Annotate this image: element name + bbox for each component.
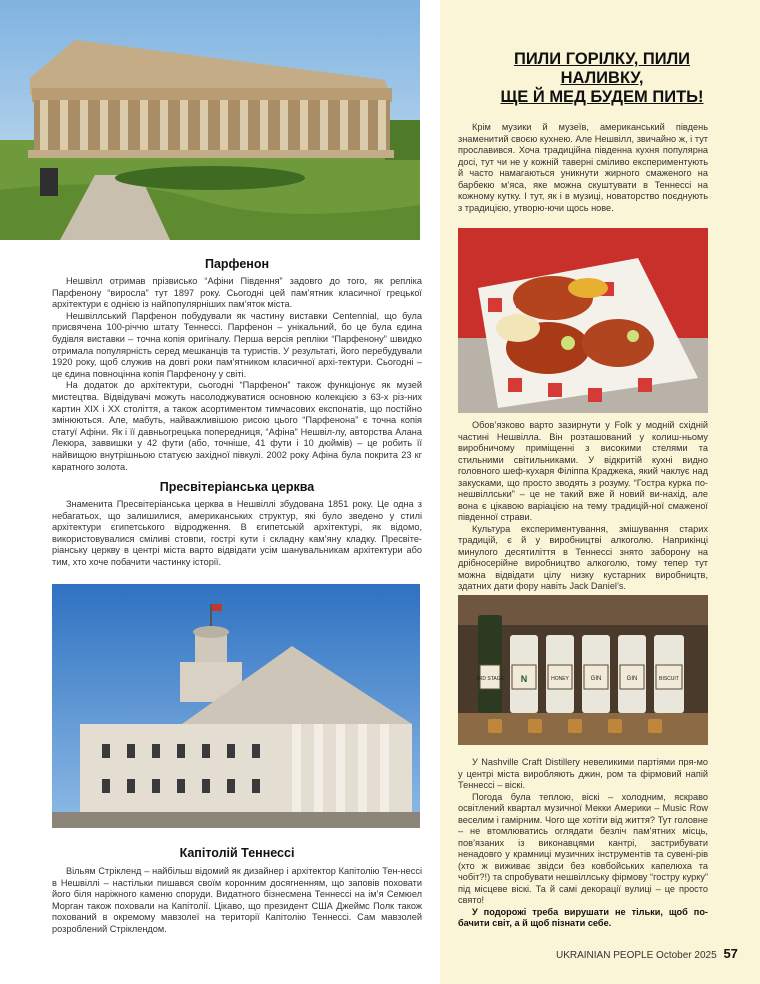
closing-paragraph: У подорожі треба вирушати не тільки, щоб по-бачити світ, а й щоб пізнати себе. (458, 906, 708, 928)
page-number: 57 (723, 946, 738, 961)
bottle-label: GIN (590, 676, 602, 682)
bottle-label: HONEY (551, 676, 569, 682)
bottle-label: GIN (626, 676, 638, 682)
paragraph: У Nashville Craft Distillery невеликими партіями пря-мо у центрі міста виробляють джин, ром та фірмовий напій Теннессі – віскі. (458, 757, 708, 790)
capitol-photo (52, 584, 420, 828)
church-text (52, 499, 422, 569)
capitol-text (52, 866, 422, 936)
title-line: ПИЛИ ГОРІЛКУ, ПИЛИ (513, 50, 691, 68)
paragraph: Культура експериментування, змішування старих традицій, є й у виробництві алкоголю. Наприкінці минулого десятиліття в Теннессі знято заборону на дрібносерійне виробництво алкоголю, тому тепер тут можна відвідати цілу низку кустарних виробництв, здатних дати фору навіть Jack Daniel’s. (458, 523, 708, 591)
parthenon-text (52, 276, 422, 473)
title-line: НАЛИВКУ, (560, 69, 644, 87)
paragraph: Нешвіллський Парфенон побудували як частину виставки Centennial, що була присвячена 100-річчю штату Теннессі. Парфенон – унікальний, бо це була єдина будівля виставки – точна копія оригіналу. Перша версія репліки “Парфенону” швидко отримала популярність серед мешканців та туристів. У результаті, його перебудували 1920 року, щоб служив на довгі роки пам’ятником класичної архі-тектури. Сьогодні – це єдина повноцінна копія Парфенону у світі. (52, 310, 422, 379)
sidebar-title (472, 50, 732, 107)
bottle-label: N (520, 674, 528, 684)
capitol-heading: Капітолій Теннессі (179, 846, 295, 860)
paragraph: Знаменита Пресвітеріанська церква в Нешвіллі збудована 1851 року. Це одна з небагатьох, що залишилися, американських структур, які було зведено у стилі архітектури єгипетського відродження. В єгипетській архітектурі, як відомо, використовувалися сміливі стовпи, гострі кути і складну кам’яну кладку. Пресвіте-ріанську церкву в центрі міста варто відвідати усім шанувальникам архітектури або тим, хто хоче побачити частинку історії. (52, 499, 422, 567)
sidebar-folk-text (458, 420, 708, 593)
parthenon-heading: Парфенон (204, 257, 270, 271)
bottle-label: 3RD STAGE (476, 676, 504, 682)
parthenon-photo (0, 0, 420, 240)
paragraph: Нешвілл отримав прізвисько “Афіни Південня” задовго до того, як репліка Парфенону “виросла” тут 1897 року. Сьогодні цей пам’ятник класичної грецької архітектури є однією із найпопулярніших пам’яток міста. (52, 276, 422, 310)
hot-chicken-photo (458, 228, 708, 413)
distillery-photo (458, 595, 708, 745)
issue-date: October 2025 (656, 950, 717, 961)
paragraph: Вільям Стрікленд – найбільш відомий як дизайнер і архітектор Капітолію Тен-нессі в Нешвіллі – настільки пишався своїм коронним досягненням, що заповів поховати його біля наріжного каменю споруди. Видатного бізнесмена Теннессі на ім’я Семюел Морган також поховали на Капітолії. Цікаво, що президент США Джеймс Полк також похований в окремому мавзолеї на території Капітолію Теннессі. Сам мавзолей розроблений Стріклендом. (52, 866, 422, 934)
church-heading: Пресвітеріанська церква (159, 480, 315, 494)
page-footer (556, 946, 746, 961)
paragraph: Крім музики й музеїв, американський південь знаменитий своєю кухнею. Але Нешвілл, звичайно ж, і тут прославився. Хоча традиційна південна кухня популярна досі, тут чи не у кожній таверні сміливо експериментують й часто намагаються уникнути жирного смаженого на барбекю м’яса, яке можна скуштувати в Теннессі на кожному кутку. І тут, як і в музиці, новаторство поєднують з традицією, утворю-ючи щось нове. (458, 122, 708, 213)
paragraph: Обов’язково варто зазирнути у Folk у модній східній частині Нешвілла. Він розташований у колиш-ньому виробничому приміщенні з високими стелями та стильними світильниками. У відкритій кухні видно головного шеф-кухаря Філіппа Краджека, який чаклує над закусками, що просто зводять з розуму. “Гостра курка по-нешвіллськи” – це не такий вже й новий ви-нахід, але вона є цікавою варіацією на тему традицій-ної смаженої південної страви. (458, 420, 708, 522)
sidebar-intro (458, 122, 708, 214)
title-line: ЩЕ Й МЕД БУДЕМ ПИТЬ! (500, 88, 704, 106)
paragraph: На додаток до архітектури, сьогодні “Парфенон” також функціонує як музей мистецтва. Відвідувачі можуть насолоджуватися основною колекцією з 63-х різ-них картин XIX і XX століття, а також асортиментом тимчасових експонатів, що постійно змінюються. Але, мабуть, найважливішою рисою цього “Парфенона” є точна копія статуї Афіни. Як і її давньогрецька попередниця, “Афіна” Нешвіл-лу, авторства Алана Лекюра, заввишки у 42 фути (або, точніше, 41 фути і 10 дюймів) – це робить її найвищою внутрішньою статуєю західної півкулі. 2002 року Афіна була покрита 23 кг каратного золота. (52, 380, 422, 472)
sidebar-distillery-text (458, 757, 708, 930)
paragraph: Погода була теплою, віскі – холодним, яскраво освітлений квартал музичної Мекки Америки – Music Row веселим і гамірним. Чого ще хотіти від життя? Тут головне – не втомлюватись оглядати безліч пам’ятних місць, пов’язаних із виконавцями кантрі, застрибувати ненадовго у крамниці музичних інструментів та сувені-рів (хто ж виживає звідси без ковбойських капелюха та чобіт?!) та спробувати нешвіллську фірмову “гостру курку” під місцеве віскі. Та й самі декорації вулиці – це просто свято! (458, 791, 708, 905)
bottle-label: BISCUIT (659, 676, 679, 682)
magazine-name: UKRAINIAN PEOPLE (556, 950, 654, 961)
